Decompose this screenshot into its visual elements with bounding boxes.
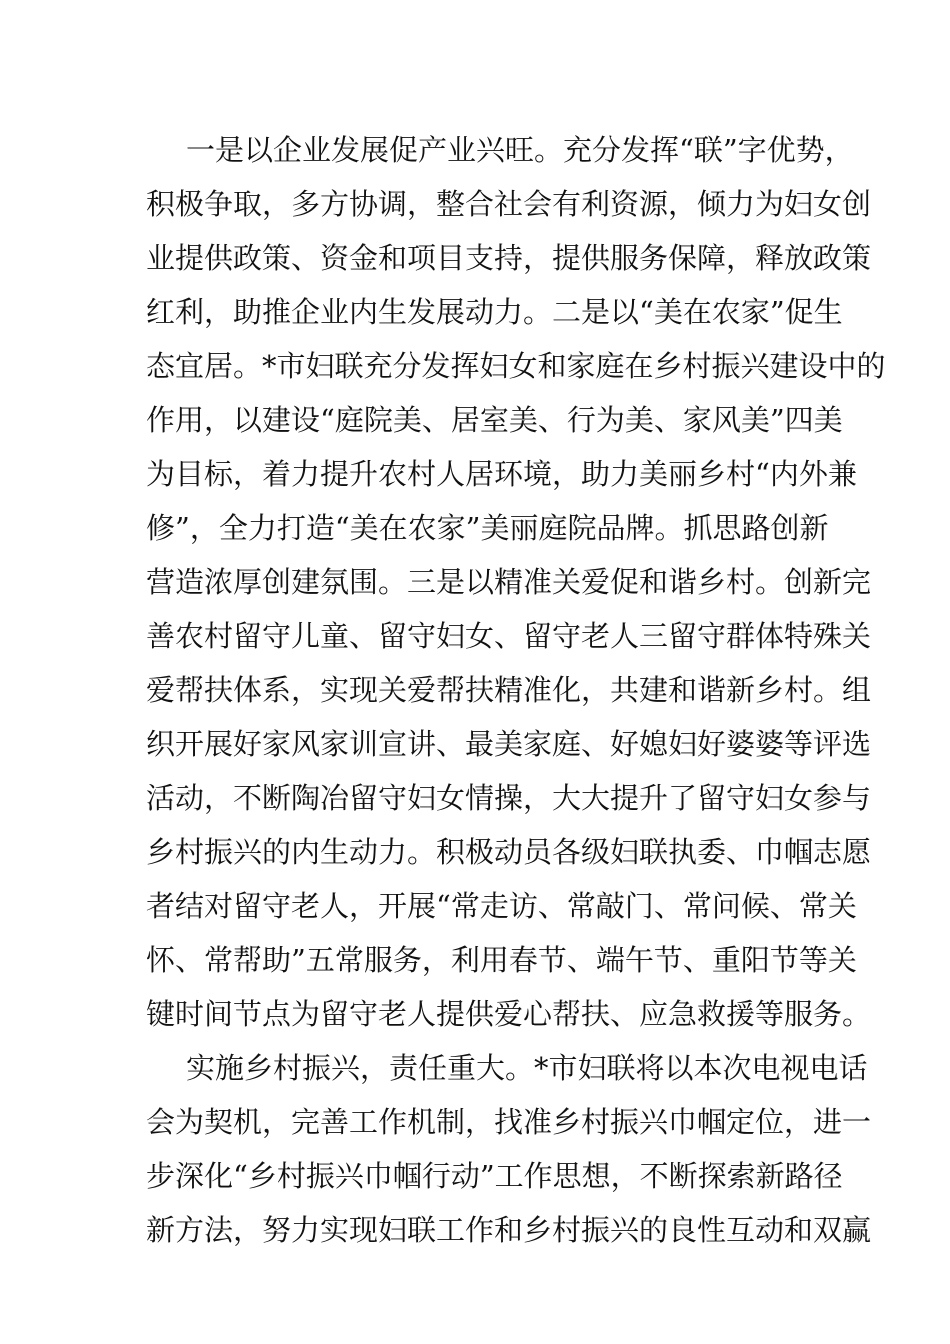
text-line: 为目标，着力提升农村人居环境，助力美丽乡村“内外兼 (146, 457, 857, 491)
text-line: 态宜居。*市妇联充分发挥妇女和家庭在乡村振兴建设中的 (146, 349, 886, 383)
text-line: 爱帮扶体系，实现关爱帮扶精准化，共建和谐新乡村。组 (146, 673, 872, 707)
text-line: 步深化“乡村振兴巾帼行动”工作思想，不断探索新路径 (146, 1159, 843, 1193)
text-line: 业提供政策、资金和项目支持，提供服务保障，释放政策 (146, 241, 872, 275)
text-line: 红利，助推企业内生发展动力。二是以“美在农家”促生 (146, 295, 843, 329)
text-line: 营造浓厚创建氛围。三是以精准关爱促和谐乡村。创新完 (146, 565, 872, 599)
text-line: 积极争取，多方协调，整合社会有利资源，倾力为妇女创 (146, 187, 872, 221)
text-line: 实施乡村振兴，责任重大。*市妇联将以本次电视电话 (186, 1051, 868, 1085)
text-line: 修”，全力打造“美在农家”美丽庭院品牌。抓思路创新 (146, 511, 829, 545)
text-line: 新方法，努力实现妇联工作和乡村振兴的良性互动和双赢 (146, 1213, 872, 1247)
text-line: 织开展好家风家训宣讲、最美家庭、好媳妇好婆婆等评选 (146, 727, 872, 761)
text-line: 一是以企业发展促产业兴旺。充分发挥“联”字优势， (186, 133, 854, 167)
text-line: 者结对留守老人，开展“常走访、常敲门、常问候、常关 (146, 889, 857, 923)
text-line: 怀、常帮助”五常服务，利用春节、端午节、重阳节等关 (146, 943, 857, 977)
text-line: 活动，不断陶冶留守妇女情操，大大提升了留守妇女参与 (146, 781, 872, 815)
text-line: 乡村振兴的内生动力。积极动员各级妇联执委、巾帼志愿 (146, 835, 872, 869)
text-line: 会为契机，完善工作机制，找准乡村振兴巾帼定位，进一 (146, 1105, 872, 1139)
text-line: 作用，以建设“庭院美、居室美、行为美、家风美”四美 (146, 403, 843, 437)
text-line: 键时间节点为留守老人提供爱心帮扶、应急救援等服务。 (146, 997, 872, 1031)
text-line: 善农村留守儿童、留守妇女、留守老人三留守群体特殊关 (146, 619, 872, 653)
